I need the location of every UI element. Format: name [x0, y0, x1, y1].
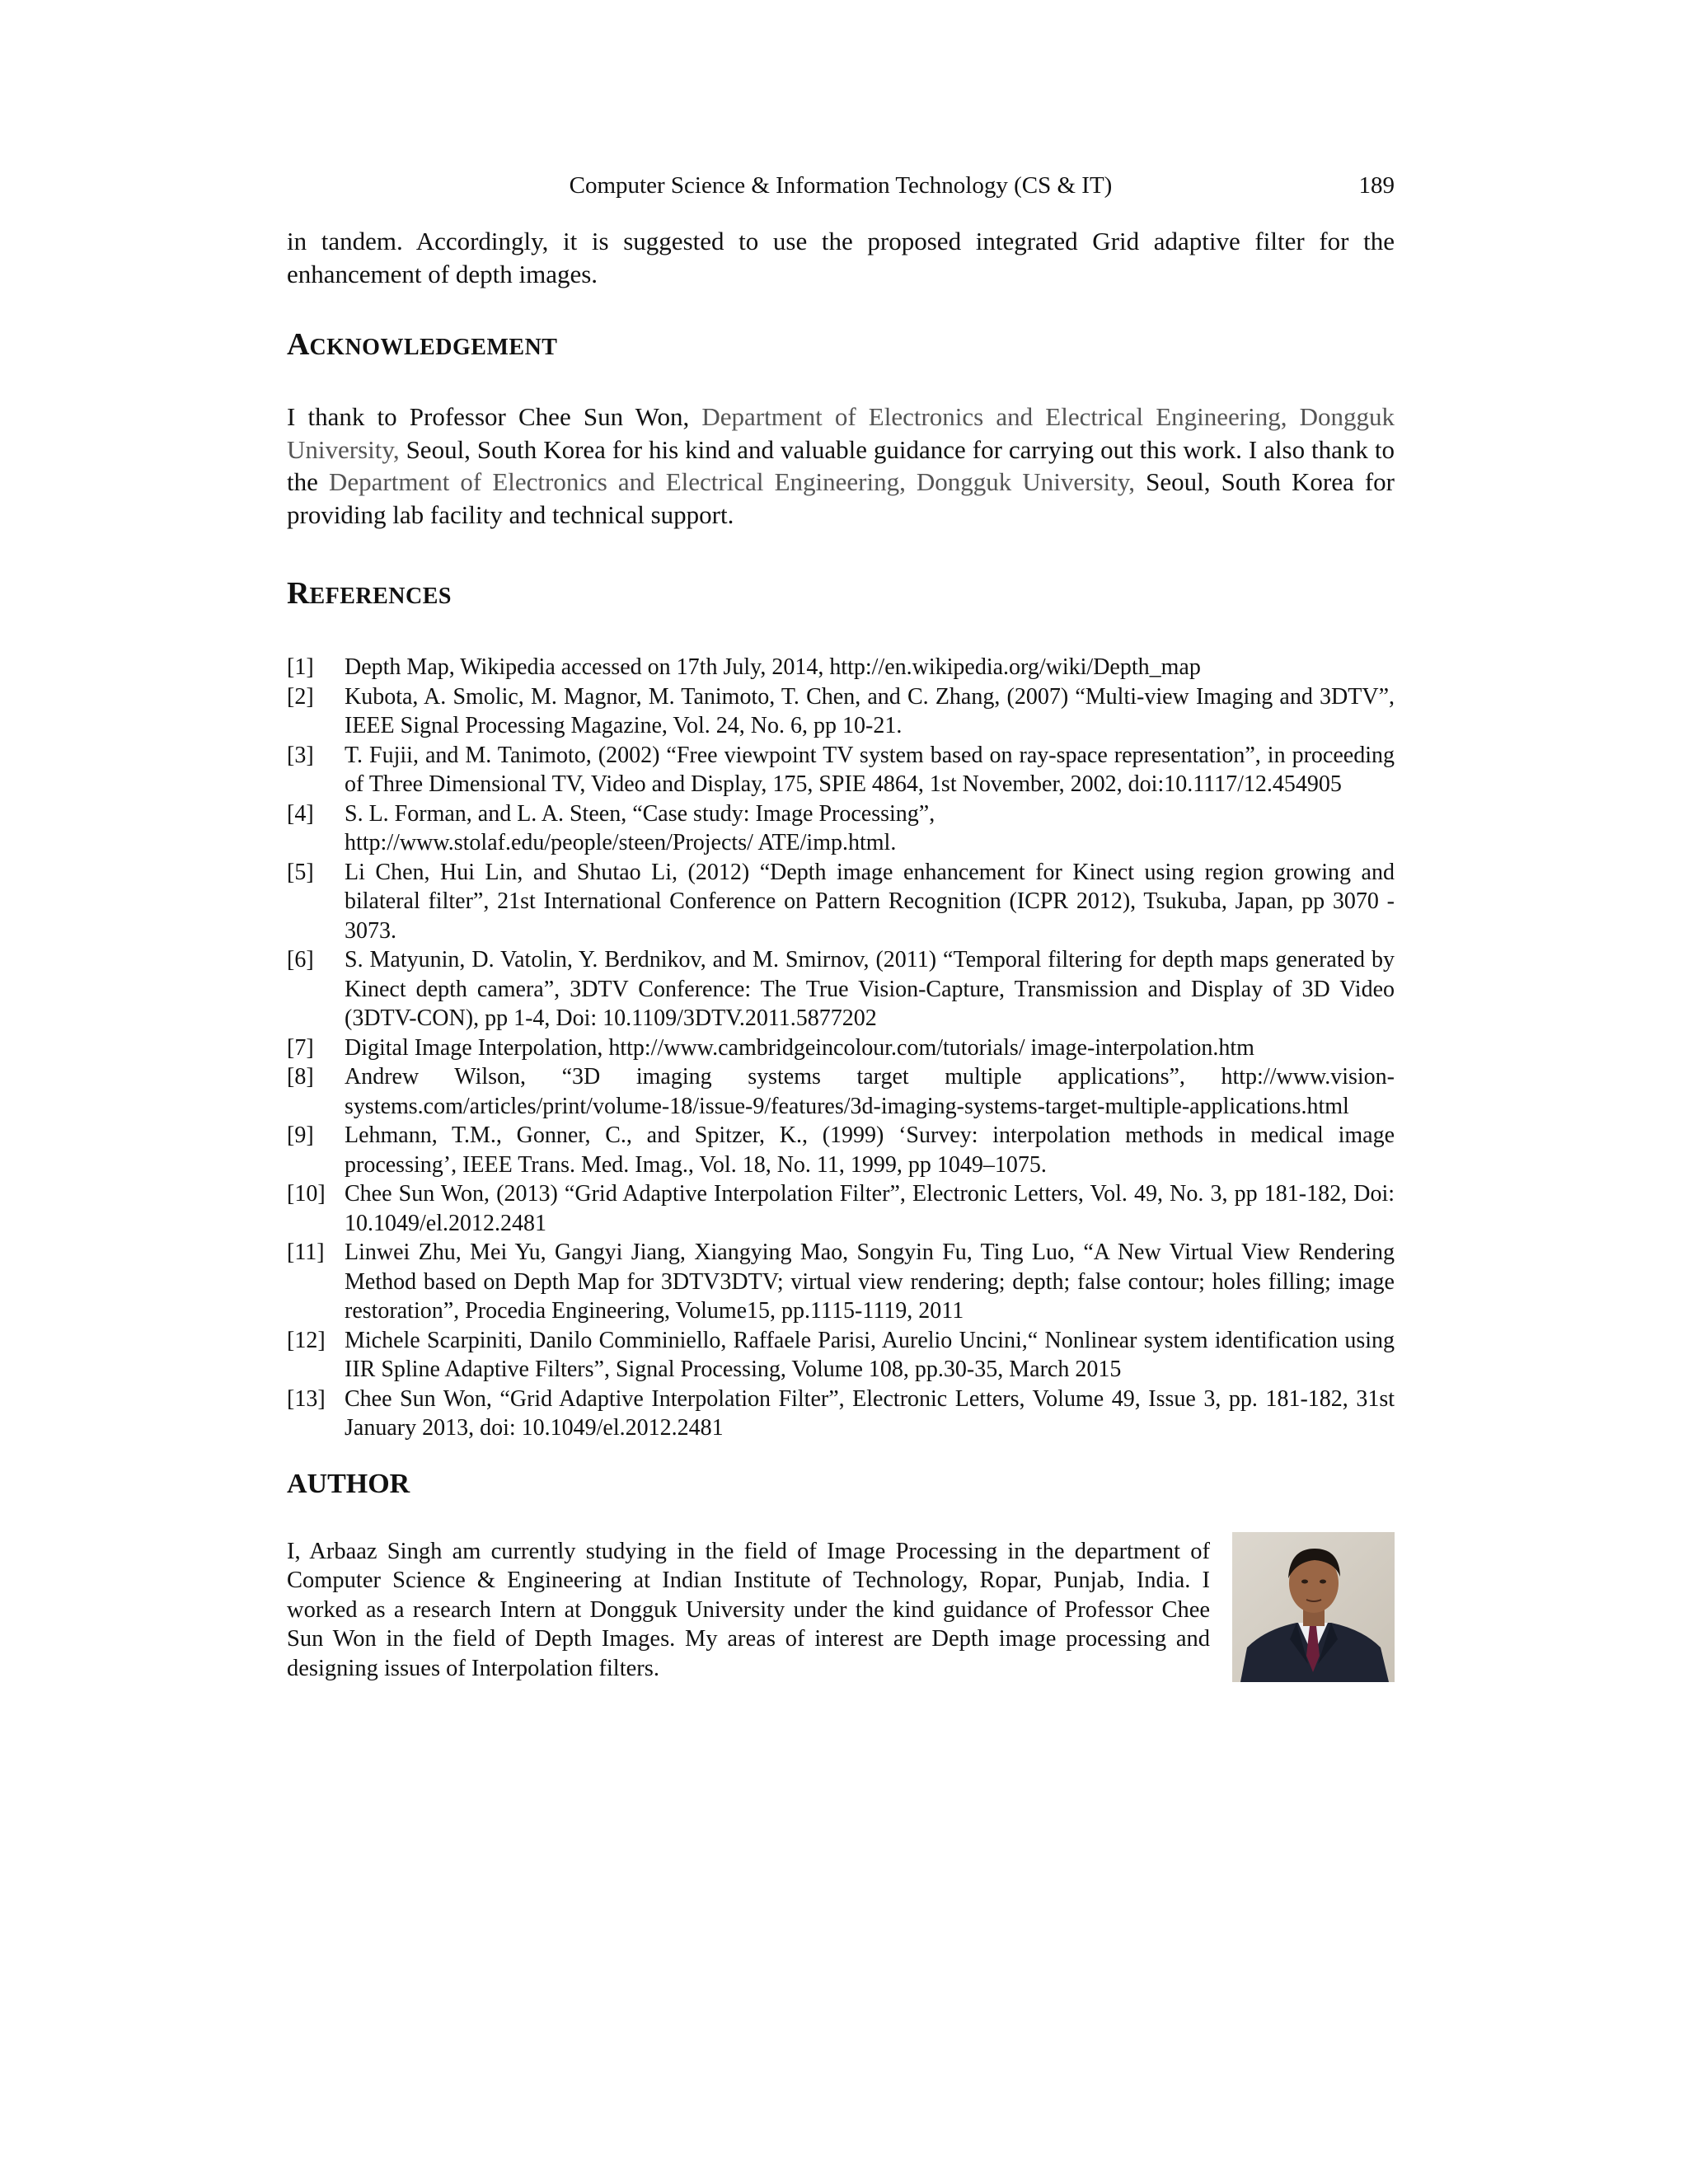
reference-number: [3]: [287, 742, 314, 768]
acknowledgement-heading: [287, 328, 1395, 364]
reference-number: [7]: [287, 1034, 314, 1061]
running-header: [287, 169, 1395, 202]
reference-text: Michele Scarpiniti, Danilo Comminiello, Raffaele Parisi, Aurelio Uncini,“ Nonlinear system identification using IIR Spline Adaptive Filters”, Signal Processing, Volume 108, pp.30-35, March 2015: [345, 1327, 1395, 1382]
author-portrait-graphic: [1232, 1532, 1395, 1682]
reference-text-line-1: S. L. Forman, and L. A. Steen, “Case study: Image Processing”,: [345, 800, 935, 827]
reference-number: [11]: [287, 1240, 325, 1265]
paper-page: [287, 169, 1395, 1694]
reference-text: Lehmann, T.M., Gonner, C., and Spitzer, K., (1999) ‘Survey: interpolation methods in medical image processing’, IEEE Trans. Med. Imag., Vol. 18, No. 11, 1999, pp 1049–1075.: [345, 1122, 1395, 1178]
references-heading-initial: R: [287, 576, 310, 611]
reference-item: [287, 1326, 1395, 1385]
reference-item: [287, 1121, 1395, 1179]
reference-item: [287, 799, 1395, 858]
reference-text: Chee Sun Won, (2013) “Grid Adaptive Interpolation Filter”, Electronic Letters, Vol. 49, No. 3, pp 181-182, Doi: 10.1049/el.2012.2481: [345, 1181, 1395, 1236]
reference-number: [10]: [287, 1181, 326, 1207]
reference-number: [6]: [287, 947, 314, 972]
reference-item: [287, 653, 1395, 682]
reference-number: [2]: [287, 683, 314, 710]
reference-number: [12]: [287, 1327, 326, 1353]
reference-number: [4]: [287, 800, 314, 827]
reference-number: [8]: [287, 1064, 314, 1090]
reference-text: T. Fujii, and M. Tanimoto, (2002) “Free viewpoint TV system based on ray-space representation”, in proceeding of Three Dimensional TV, Video and Display, 175, SPIE 4864, 1st November, 2002, doi:10.1117/12.454905: [345, 742, 1395, 797]
reference-item: [287, 1062, 1395, 1121]
ack-affiliation-2: Department of Electronics and Electrical Engineering, Dongguk University,: [328, 467, 1136, 496]
reference-item: [287, 1238, 1395, 1326]
reference-number: [9]: [287, 1122, 314, 1148]
reference-text: Depth Map, Wikipedia accessed on 17th July, 2014, http://en.wikipedia.org/wiki/Depth_map: [345, 654, 1201, 680]
ack-affiliation-1: Department of Electronics and Electrical Engineering, Dongguk University,: [287, 402, 1395, 464]
ack-text-3: Seoul, South Korea for providing lab facility and technical support.: [287, 467, 1395, 529]
reference-list: [287, 653, 1395, 1443]
reference-text: S. Matyunin, D. Vatolin, Y. Berdnikov, and M. Smirnov, (2011) “Temporal filtering for depth maps generated by Kinect depth camera”, 3DTV Conference: The True Vision-Capture, Transmission and Display of 3D Video (3DTV-CON), pp 1-4, Doi: 10.1109/3DTV.2011.5877202: [345, 947, 1395, 1031]
ack-text-1: I thank to Professor Chee Sun Won,: [287, 402, 702, 431]
page-number: 189: [1358, 172, 1395, 199]
reference-item: [287, 1179, 1395, 1238]
reference-text: [345, 799, 1395, 858]
ack-text-2: Seoul, South Korea for his kind and valuable guidance for carrying out this work. I also thank to the: [287, 434, 1395, 496]
author-section: [287, 1537, 1395, 1694]
acknowledgement-heading-rest: CKNOWLEDGEMENT: [309, 335, 558, 360]
reference-text: Linwei Zhu, Mei Yu, Gangyi Jiang, Xiangying Mao, Songyin Fu, Ting Luo, “A New Virtual View Rendering Method based on Depth Map for 3DTV3DTV; virtual view rendering; depth; false contour; holes filling; image restoration”, Procedia Engineering, Volume15, pp.1115-1119, 2011: [345, 1240, 1395, 1324]
reference-text: Li Chen, Hui Lin, and Shutao Li, (2012) “Depth image enhancement for Kinect using region growing and bilateral filter”, 21st International Conference on Pattern Recognition (ICPR 2012), Tsukuba, Japan, pp 3070 - 3073.: [345, 859, 1395, 944]
reference-number: [5]: [287, 859, 314, 885]
journal-title: Computer Science & Information Technology (CS & IT): [569, 172, 1113, 199]
reference-item: [287, 741, 1395, 799]
reference-text: Chee Sun Won, “Grid Adaptive Interpolation Filter”, Electronic Letters, Volume 49, Issue 3, pp. 181-182, 31st January 2013, doi: 10.1049/el.2012.2481: [345, 1385, 1395, 1441]
author-bio: I, Arbaaz Singh am currently studying in the field of Image Processing in the department of Computer Science & Engineering at Indian Institute of Technology, Ropar, Punjab, India. I worked as a research Intern at Dongguk University under the kind guidance of Professor Chee Sun Won in the field of Depth Images. My areas of interest are Depth image processing and designing issues of Interpolation filters.: [287, 1538, 1210, 1681]
intro-paragraph: in tandem. Accordingly, it is suggested to use the proposed integrated Grid adaptive filter for the enhancement of depth images.: [287, 227, 1395, 288]
reference-url: http://www.stolaf.edu/people/steen/Projects/ ATE/imp.html.: [345, 830, 897, 855]
reference-item: [287, 1385, 1395, 1443]
author-heading: AUTHOR: [287, 1468, 410, 1499]
references-heading: [287, 577, 1395, 613]
acknowledgement-heading-initial: A: [287, 327, 310, 362]
reference-item: [287, 682, 1395, 741]
reference-number: [1]: [287, 654, 314, 680]
references-heading-rest: EFERENCES: [309, 583, 452, 609]
acknowledgement-paragraph: [287, 401, 1395, 531]
reference-text: Digital Image Interpolation, http://www.cambridgeincolour.com/tutorials/ image-interpolation.htm: [345, 1034, 1254, 1061]
reference-text: Kubota, A. Smolic, M. Magnor, M. Tanimoto, T. Chen, and C. Zhang, (2007) “Multi-view Imaging and 3DTV”, IEEE Signal Processing Magazine, Vol. 24, No. 6, pp 10-21.: [345, 683, 1395, 738]
reference-item: [287, 1033, 1395, 1063]
reference-number: [13]: [287, 1385, 326, 1412]
reference-item: [287, 945, 1395, 1033]
reference-text: Andrew Wilson, “3D imaging systems target multiple applications”, http://www.vision-systems.com/articles/print/volume-18/issue-9/features/3d-imaging-systems-target-multiple-applications.html: [345, 1064, 1395, 1119]
reference-item: [287, 858, 1395, 946]
author-photo: [1232, 1532, 1395, 1682]
